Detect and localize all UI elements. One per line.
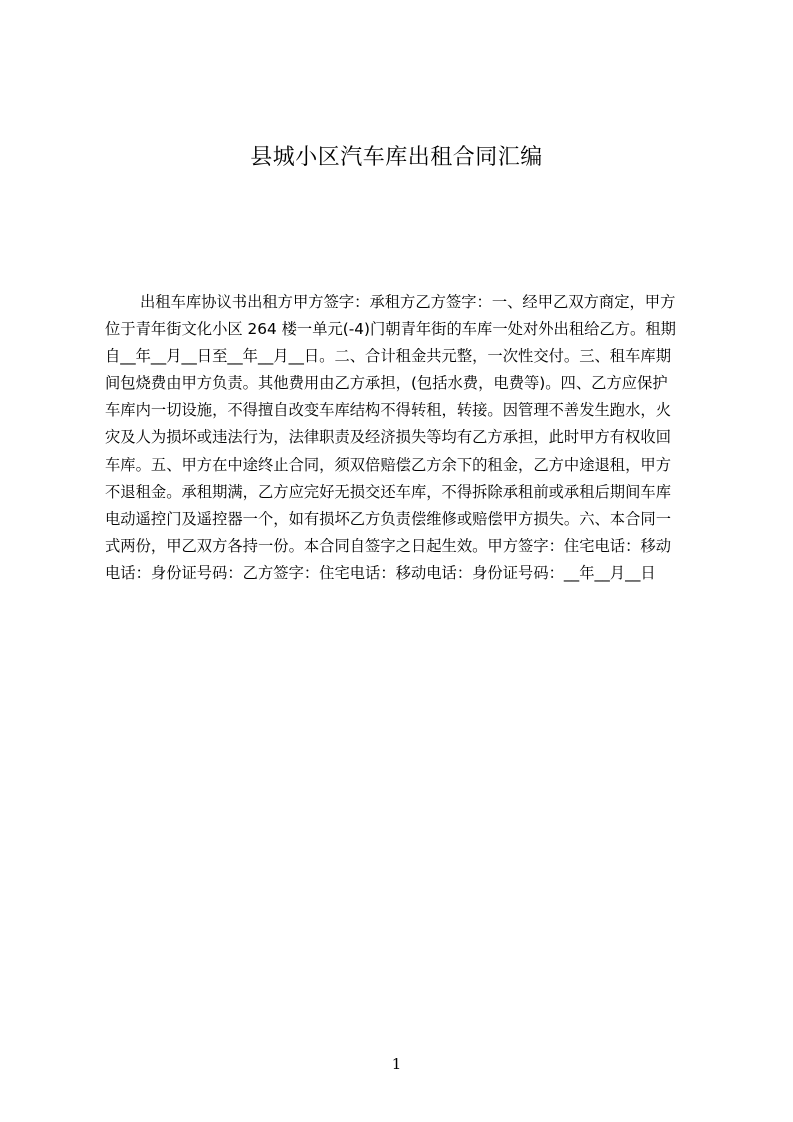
body-line-5: 车库内一切设施，不得擅自改变车库结构不得转租，转接。因管理不善发生跑水，火 — [105, 401, 671, 420]
body-line-3: 自__年__月__日至__年__月__日。二、合计租金共元整，一次性交付。三、租车库期 — [105, 347, 671, 366]
body-line-7: 车库。五、甲方在中途终止合同，须双倍赔偿乙方余下的租金，乙方中途退租，甲方 — [105, 455, 671, 474]
body-line-11: 电话：身份证号码：乙方签字：住宅电话：移动电话：身份证号码：__年__月__日 — [105, 563, 656, 582]
body-line-6: 灾及人为损坏或违法行为，法律职责及经济损失等均有乙方承担，此时甲方有权收回 — [105, 428, 671, 447]
contract-body — [105, 289, 700, 587]
body-line-10: 式两份，甲乙双方各持一份。本合同自签字之日起生效。甲方签字：住宅电话：移动 — [105, 536, 671, 555]
page-number: 1 — [391, 1055, 402, 1073]
body-line-2: 位于青年街文化小区 264 楼一单元(-4)门朝青年街的车库一处对外出租给乙方。租期 — [105, 320, 676, 339]
body-line-8: 不退租金。承租期满，乙方应完好无损交还车库，不得拆除承租前或承租后期间车库 — [105, 482, 671, 501]
body-line-1: 出租车库协议书出租方甲方签字：承租方乙方签字：一、经甲乙双方商定，甲方 — [140, 293, 676, 311]
body-line-9: 电动遥控门及遥控器一个，如有损坏乙方负责偿维修或赔偿甲方损失。六、本合同一 — [105, 509, 671, 528]
document-title: 县城小区汽车库出租合同汇编 — [250, 145, 543, 170]
body-line-4: 间包烧费由甲方负责。其他费用由乙方承担，(包括水费，电费等)。四、乙方应保护 — [105, 374, 668, 393]
